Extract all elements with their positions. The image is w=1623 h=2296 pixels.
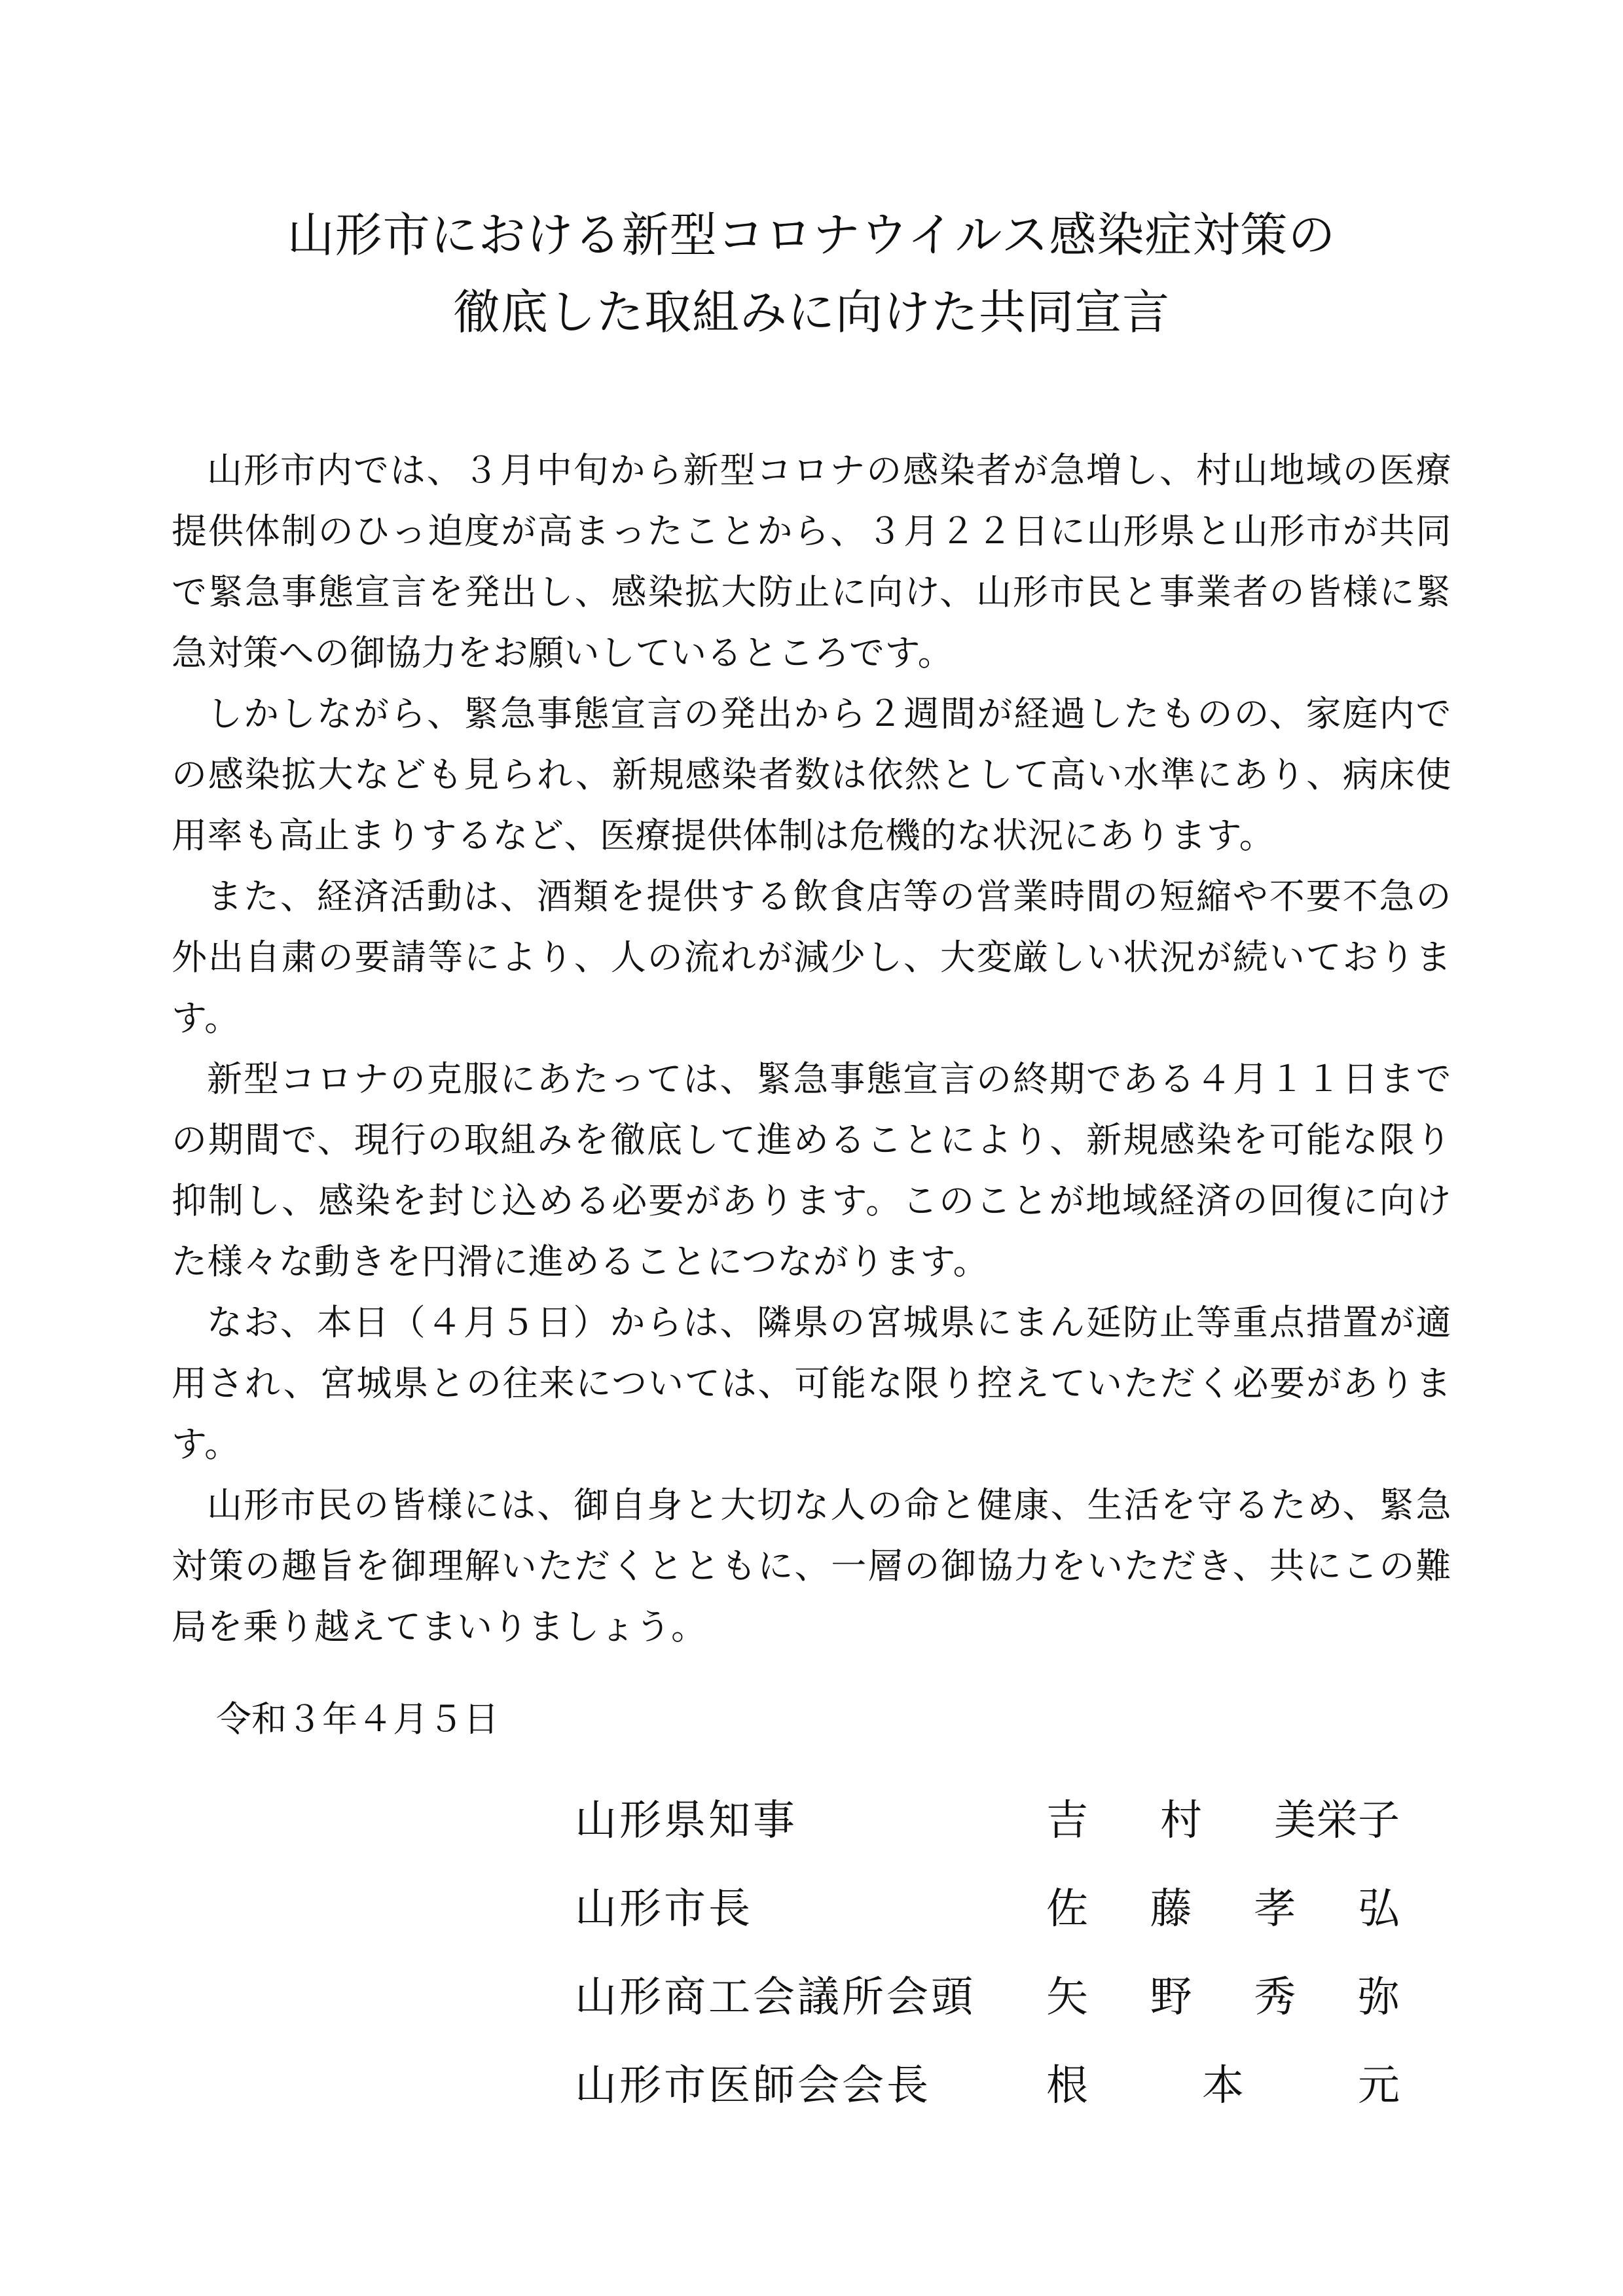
signer-row — [575, 1954, 1413, 2042]
signer-title: 山形市医師会会長 — [575, 2062, 931, 2110]
paragraph-4: 新型コロナの克服にあたっては、緊急事態宣言の終期である４月１１日までの期間で、現行の取組みを徹底して進めることにより、新規感染を可能な限り抑制し、感染を封じ込める必要があります。このことが地域経済の回復に向けた様々な動きを円滑に進めることにつながります。 — [172, 1058, 1451, 1282]
signer-name-part: 矢 — [1046, 1973, 1088, 2022]
signer-title: 山形商工会議所会頭 — [575, 1973, 976, 2022]
signer-title: 山形市長 — [575, 1885, 753, 1933]
signer-name-part: 藤 — [1150, 1885, 1192, 1933]
paragraph-2: しかしながら、緊急事態宣言の発出から２週間が経過したものの、家庭内での感染拡大なども見られ、新規感染者数は依然として高い水準にあり、病床使用率も高止まりするなど、医療提供体制は危機的な状況にあります。 — [172, 693, 1451, 856]
signer-name-part: 吉 — [1046, 1797, 1088, 1845]
signer-name-part: 佐 — [1046, 1885, 1088, 1933]
signer-name-part: 秀 — [1254, 1973, 1296, 2022]
signer-name-part: 根 — [1046, 2062, 1088, 2110]
paragraph-1: 山形市内では、３月中旬から新型コロナの感染者が急増し、村山地域の医療提供体制のひっ迫度が高まったことから、３月２２日に山形県と山形市が共同で緊急事態宣言を発出し、感染拡大防止に向け、山形市民と事業者の皆様に緊急対策への御協力をお願いしているところです。 — [172, 450, 1451, 673]
signer-name-part: 孝 — [1254, 1885, 1296, 1933]
signer-name — [1046, 1777, 1400, 1865]
signer-row — [575, 1865, 1413, 1954]
signer-row — [575, 2042, 1413, 2130]
signer-name-part: 野 — [1150, 1973, 1192, 2022]
title-line-1: 山形市における新型コロナウイルス感染症対策の — [287, 207, 1336, 262]
signer-name-part: 元 — [1358, 2062, 1400, 2110]
signer-name-part: 本 — [1202, 2062, 1244, 2110]
signer-name — [1046, 2042, 1400, 2130]
document-date: 令和３年４月５日 — [216, 1698, 499, 1740]
signer-name — [1046, 1865, 1400, 1954]
signer-name-part: 弥 — [1357, 1973, 1400, 2022]
signer-row — [575, 1777, 1413, 1865]
signers-block — [575, 1777, 1413, 2130]
signer-title: 山形県知事 — [575, 1797, 797, 1845]
document-title — [131, 196, 1492, 351]
document-body — [172, 440, 1451, 1657]
paragraph-5: なお、本日（４月５日）からは、隣県の宮城県にまん延防止等重点措置が適用され、宮城県との往来については、可能な限り控えていただく必要があります。 — [172, 1302, 1451, 1465]
signer-name-part: 美栄子 — [1274, 1797, 1400, 1845]
title-line-2: 徹底した取組みに向けた共同宣言 — [452, 285, 1170, 340]
signer-name — [1046, 1954, 1400, 2042]
paragraph-6: 山形市民の皆様には、御自身と大切な人の命と健康、生活を守るため、緊急対策の趣旨を御理解いただくとともに、一層の御協力をいただき、共にこの難局を乗り越えてまいりましょう。 — [172, 1484, 1451, 1647]
signer-name-part: 弘 — [1357, 1885, 1400, 1933]
signer-name-part: 村 — [1160, 1797, 1202, 1845]
paragraph-3: また、経済活動は、酒類を提供する飲食店等の営業時間の短縮や不要不急の外出自粛の要請等により、人の流れが減少し、大変厳しい状況が続いております。 — [172, 876, 1451, 1039]
